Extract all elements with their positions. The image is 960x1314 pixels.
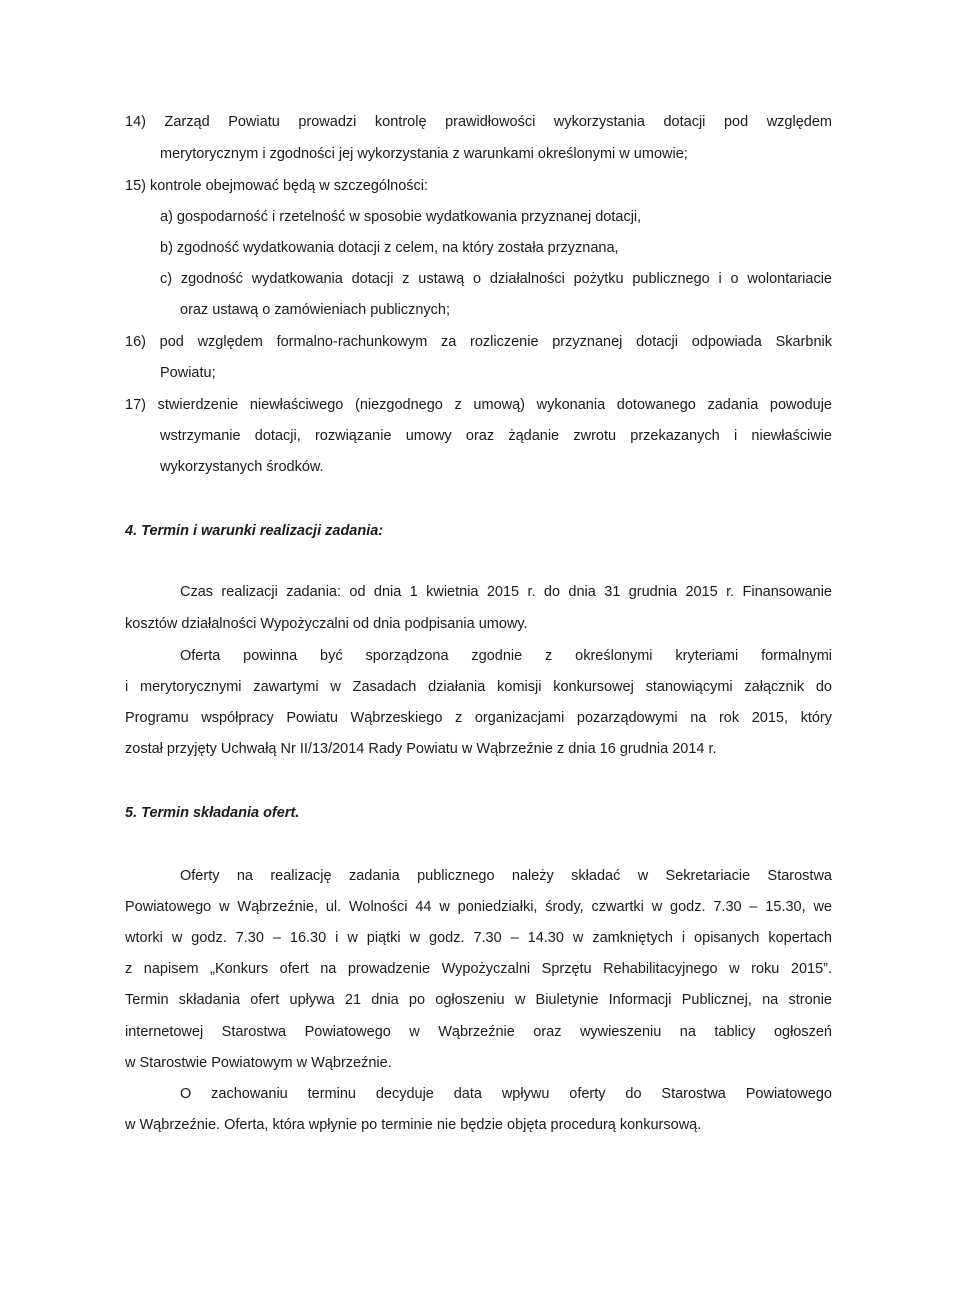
section-5-p1-line-1: Oferty na realizację zadania publicznego należy składać w Sekretariacie Starostwa — [180, 868, 832, 884]
item-15-b: b) zgodność wydatkowania dotacji z celem, na który została przyznana, — [160, 240, 619, 256]
section-4-p2-line-3: Programu współpracy Powiatu Wąbrzeskiego z organizacjami pozarządowymi na rok 2015, który — [125, 710, 832, 726]
section-5-p1-line-7: w Starostwie Powiatowym w Wąbrzeźnie. — [125, 1055, 392, 1071]
item-14-line-2: merytorycznym i zgodności jej wykorzystania z warunkami określonymi w umowie; — [160, 146, 688, 162]
section-5-p1-line-4: z napisem „Konkurs ofert na prowadzenie Wypożyczalni Sprzętu Rehabilitacyjnego w roku 2015”. — [125, 961, 832, 977]
section-5-p2-line-2: w Wąbrzeźnie. Oferta, która wpłynie po terminie nie będzie objęta procedurą konkursową. — [125, 1117, 702, 1133]
section-4-p1-line-2: kosztów działalności Wypożyczalni od dnia podpisania umowy. — [125, 616, 528, 632]
item-17-line-3: wykorzystanych środków. — [160, 459, 324, 475]
section-4-p2-line-1: Oferta powinna być sporządzona zgodnie z określonymi kryteriami formalnymi — [180, 648, 832, 664]
item-15-c-line-1: c) zgodność wydatkowania dotacji z ustawą o działalności pożytku publicznego i o wolontariacie — [160, 271, 832, 287]
section-4-heading: 4. Termin i warunki realizacji zadania: — [125, 523, 384, 539]
item-16-line-2: Powiatu; — [160, 365, 216, 381]
section-5-p1-line-5: Termin składania ofert upływa 21 dnia po ogłoszeniu w Biuletynie Informacji Publicznej, na stronie — [125, 992, 832, 1008]
item-17-line-2: wstrzymanie dotacji, rozwiązanie umowy oraz żądanie zwrotu przekazanych i niewłaściwie — [160, 428, 832, 444]
item-15-a: a) gospodarność i rzetelność w sposobie wydatkowania przyznanej dotacji, — [160, 209, 642, 225]
section-4-p2-line-2: i merytorycznymi zawartymi w Zasadach działania komisji konkursowej stanowiącymi załącznik do — [125, 679, 832, 695]
section-5-p2-line-1: O zachowaniu terminu decyduje data wpływu oferty do Starostwa Powiatowego — [180, 1086, 832, 1102]
section-4-p1-line-1: Czas realizacji zadania: od dnia 1 kwietnia 2015 r. do dnia 31 grudnia 2015 r. Finansowanie — [180, 584, 832, 600]
section-5-p1-line-2: Powiatowego w Wąbrzeźnie, ul. Wolności 44 w poniedziałki, środy, czwartki w godz. 7.30 – 15.30, we — [125, 899, 832, 915]
item-14-line-1: 14) Zarząd Powiatu prowadzi kontrolę prawidłowości wykorzystania dotacji pod względem — [125, 114, 832, 130]
item-15-c-line-2: oraz ustawą o zamówieniach publicznych; — [180, 302, 450, 318]
item-17-line-1: 17) stwierdzenie niewłaściwego (niezgodnego z umową) wykonania dotowanego zadania powoduje — [125, 397, 832, 413]
section-4-p2-line-4: został przyjęty Uchwałą Nr II/13/2014 Rady Powiatu w Wąbrzeźnie z dnia 16 grudnia 2014 r. — [125, 741, 717, 757]
item-15-line-1: 15) kontrole obejmować będą w szczególności: — [125, 178, 429, 194]
section-5-p1-line-3: wtorki w godz. 7.30 – 16.30 i w piątki w godz. 7.30 – 14.30 w zamkniętych i opisanych kopertach — [125, 930, 832, 946]
section-5-heading: 5. Termin składania ofert. — [125, 805, 300, 821]
item-16-line-1: 16) pod względem formalno-rachunkowym za rozliczenie przyznanej dotacji odpowiada Skarbnik — [125, 334, 832, 350]
section-5-p1-line-6: internetowej Starostwa Powiatowego w Wąbrzeźnie oraz wywieszeniu na tablicy ogłoszeń — [125, 1024, 832, 1040]
